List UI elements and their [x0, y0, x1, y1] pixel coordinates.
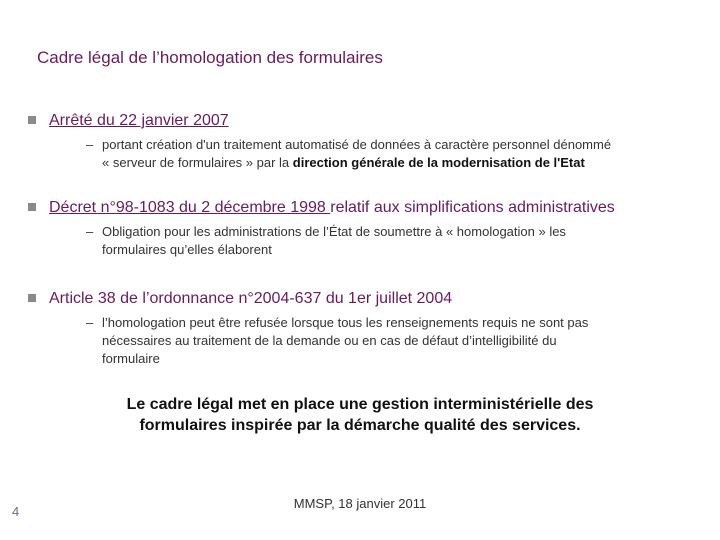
sub-text-line: Obligation pour les administrations de l’État de soumettre à « homologation » les [102, 224, 566, 239]
sub-item-arrete [86, 136, 686, 172]
dash-marker: – [86, 137, 94, 152]
conclusion-text [60, 394, 660, 436]
dash-marker: – [86, 224, 94, 239]
square-bullet-icon [28, 294, 36, 302]
sub-text-line: formulaire [102, 351, 160, 366]
sub-text-line: portant création d'un traitement automatisé de données à caractère personnel dénommé [102, 137, 612, 152]
bullet-decret [28, 199, 615, 217]
bullet-heading-rest: relatif aux simplifications administratives [330, 199, 615, 216]
dash-marker: – [86, 315, 94, 330]
conclusion-line: formulaires inspirée par la démarche qualité des services. [139, 417, 581, 434]
sub-text-bold: direction générale de la modernisation de l'Etat [292, 155, 585, 170]
sub-text-line: « serveur de formulaires » par la [102, 155, 293, 170]
sub-text-line: l’homologation peut être refusée lorsque tous les renseignements requis ne sont pas [102, 315, 589, 330]
square-bullet-icon [28, 116, 36, 124]
slide-title: Cadre légal de l’homologation des formulaires [37, 48, 383, 67]
conclusion-line: Le cadre légal met en place une gestion interministérielle des [126, 396, 594, 413]
sub-item-article [86, 314, 686, 368]
sub-item-decret [86, 223, 686, 259]
sub-text-line: nécessaires au traitement de la demande ou en cas de défaut d’intelligibilité du [102, 333, 557, 348]
bullet-heading [49, 199, 615, 217]
bullet-heading [49, 112, 229, 130]
page-number: 4 [12, 504, 20, 519]
bullet-heading-underlined: Décret n°98-1083 du 2 décembre 1998 [49, 199, 331, 216]
bullet-arrete [28, 112, 229, 130]
bullet-heading: Article 38 de l’ordonnance n°2004-637 du 1er juillet 2004 [49, 290, 453, 307]
sub-text-line: formulaires qu’elles élaborent [102, 242, 272, 257]
bullet-heading-underlined: Arrêté du 22 janvier 2007 [49, 112, 229, 129]
square-bullet-icon [28, 203, 36, 211]
bullet-article [28, 290, 452, 308]
footer-text: MMSP, 18 janvier 2011 [293, 496, 427, 511]
